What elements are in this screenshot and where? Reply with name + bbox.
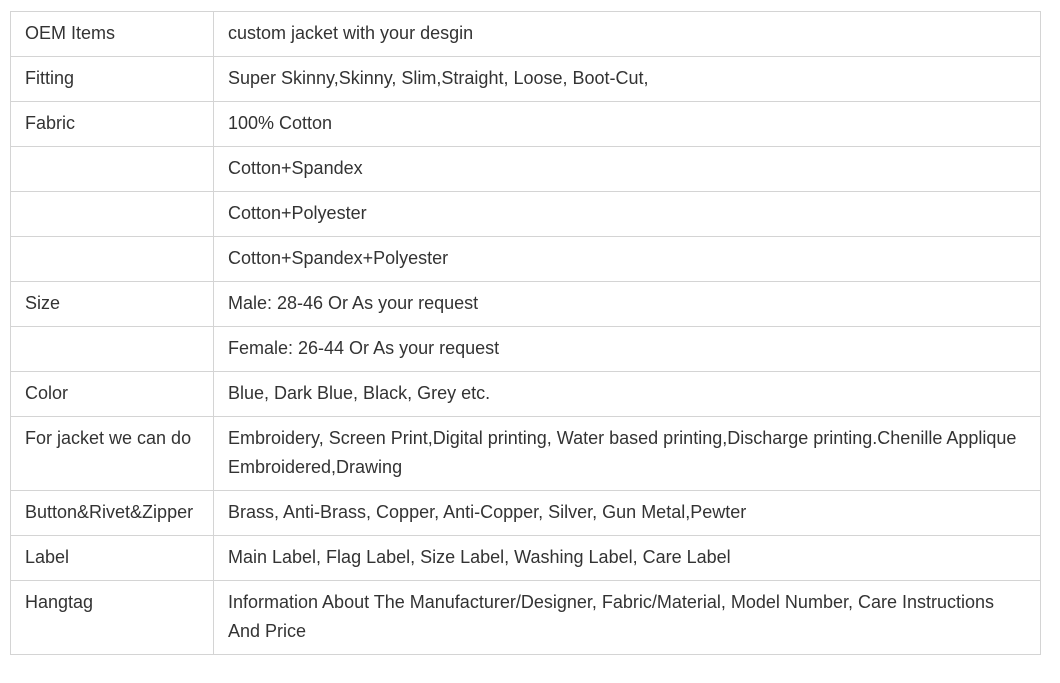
row-value: Cotton+Polyester xyxy=(214,192,1041,237)
row-label: Hangtag xyxy=(11,581,214,655)
table-row xyxy=(11,372,1041,417)
row-label: For jacket we can do xyxy=(11,417,214,491)
row-value: Main Label, Flag Label, Size Label, Washing Label, Care Label xyxy=(214,536,1041,581)
table-row xyxy=(11,581,1041,655)
row-label: OEM Items xyxy=(11,12,214,57)
row-value: Information About The Manufacturer/Designer, Fabric/Material, Model Number, Care Instructions And Price xyxy=(214,581,1041,655)
row-label: Size xyxy=(11,282,214,327)
row-label: Fabric xyxy=(11,102,214,147)
row-label: Button&Rivet&Zipper xyxy=(11,491,214,536)
table-row xyxy=(11,491,1041,536)
row-value: Cotton+Spandex xyxy=(214,147,1041,192)
table-row xyxy=(11,282,1041,327)
table-row xyxy=(11,102,1041,147)
table-row xyxy=(11,57,1041,102)
row-label: Fitting xyxy=(11,57,214,102)
row-value: Embroidery, Screen Print,Digital printing, Water based printing,Discharge printing.Chenille Applique Embroidered,Drawing xyxy=(214,417,1041,491)
row-label xyxy=(11,147,214,192)
table-row xyxy=(11,417,1041,491)
row-value: custom jacket with your desgin xyxy=(214,12,1041,57)
row-label xyxy=(11,237,214,282)
table-row xyxy=(11,12,1041,57)
row-value: Male: 28-46 Or As your request xyxy=(214,282,1041,327)
row-label xyxy=(11,327,214,372)
table-row xyxy=(11,192,1041,237)
table-row xyxy=(11,237,1041,282)
row-label: Color xyxy=(11,372,214,417)
table-row xyxy=(11,327,1041,372)
row-value: 100% Cotton xyxy=(214,102,1041,147)
spec-table xyxy=(10,11,1041,655)
row-value: Blue, Dark Blue, Black, Grey etc. xyxy=(214,372,1041,417)
row-value: Cotton+Spandex+Polyester xyxy=(214,237,1041,282)
row-value: Brass, Anti-Brass, Copper, Anti-Copper, Silver, Gun Metal,Pewter xyxy=(214,491,1041,536)
row-label xyxy=(11,192,214,237)
row-value: Super Skinny,Skinny, Slim,Straight, Loose, Boot-Cut, xyxy=(214,57,1041,102)
table-row xyxy=(11,536,1041,581)
table-row xyxy=(11,147,1041,192)
row-label: Label xyxy=(11,536,214,581)
row-value: Female: 26-44 Or As your request xyxy=(214,327,1041,372)
